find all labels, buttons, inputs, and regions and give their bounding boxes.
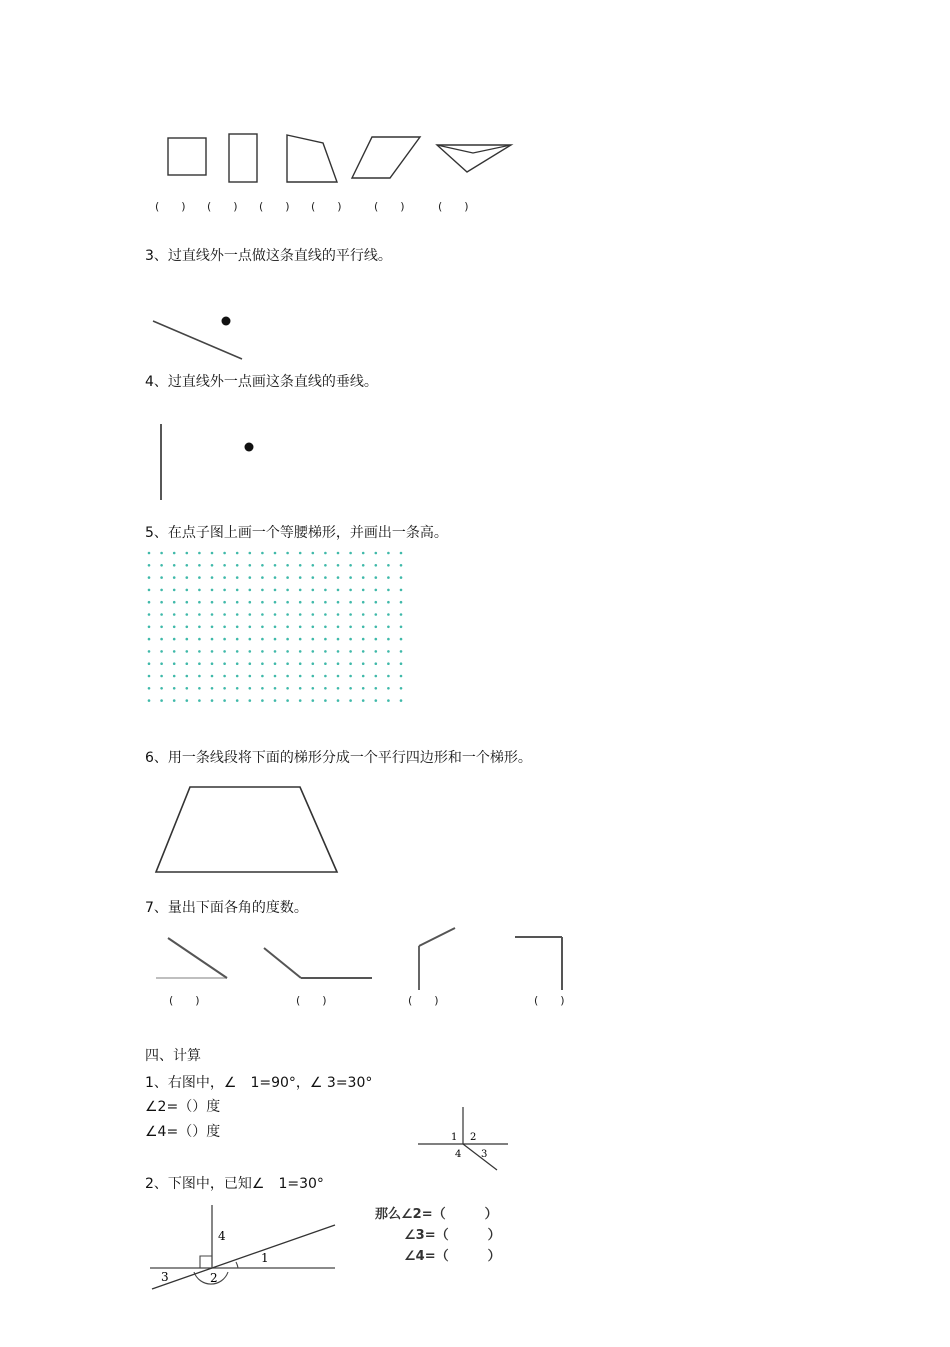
problem-2-answer-3[interactable]: ∠3=（ ） — [404, 1228, 501, 1243]
shape-answer-1[interactable]: ( ) — [155, 200, 186, 213]
shape-answer-6[interactable]: ( ) — [438, 200, 469, 213]
question-5-text: 5、在点子图上画一个等腰梯形，并画出一条高。 — [145, 525, 448, 541]
fig2-label-2: 2 — [210, 1271, 218, 1285]
problem-2-line-1: 2、下图中，已知∠ 1=30° — [145, 1176, 324, 1192]
fig2-label-3: 3 — [161, 1270, 169, 1284]
angle-answer-1[interactable]: ( ) — [169, 994, 200, 1007]
fig2-label-4: 4 — [218, 1229, 226, 1243]
label-2: 2 — [470, 1132, 477, 1143]
angle-answer-3[interactable]: ( ) — [408, 994, 439, 1007]
question-7-text: 7、量出下面各角的度数。 — [145, 900, 308, 916]
question-4-text: 4、过直线外一点画这条直线的垂线。 — [145, 374, 378, 390]
angle-answer-4[interactable]: ( ) — [534, 994, 565, 1007]
fig2-label-1: 1 — [261, 1251, 269, 1265]
question-6-text: 6、用一条线段将下面的梯形分成一个平行四边形和一个梯形。 — [145, 750, 532, 766]
label-1: 1 — [451, 1132, 458, 1143]
angle-answer-2[interactable]: ( ) — [296, 994, 327, 1007]
label-4: 4 — [455, 1149, 462, 1160]
problem-2-answer-4[interactable]: ∠4=（ ） — [404, 1249, 501, 1264]
label-3: 3 — [481, 1149, 488, 1160]
shape-answer-5[interactable]: ( ) — [374, 200, 405, 213]
problem-1-line-2: ∠2=（）度 — [145, 1099, 221, 1115]
shape-answer-2[interactable]: ( ) — [207, 200, 238, 213]
problem-1-line-1: 1、右图中，∠ 1=90°，∠ 3=30° — [145, 1075, 373, 1091]
section-4-heading: 四、计算 — [145, 1048, 201, 1064]
question-3-text: 3、过直线外一点做这条直线的平行线。 — [145, 248, 392, 264]
problem-2-answer-2[interactable]: 那么∠2=（ ） — [375, 1207, 498, 1222]
problem-1-line-3: ∠4=（）度 — [145, 1124, 221, 1140]
shape-answer-4[interactable]: ( ) — [311, 200, 342, 213]
shape-answer-3[interactable]: ( ) — [259, 200, 290, 213]
